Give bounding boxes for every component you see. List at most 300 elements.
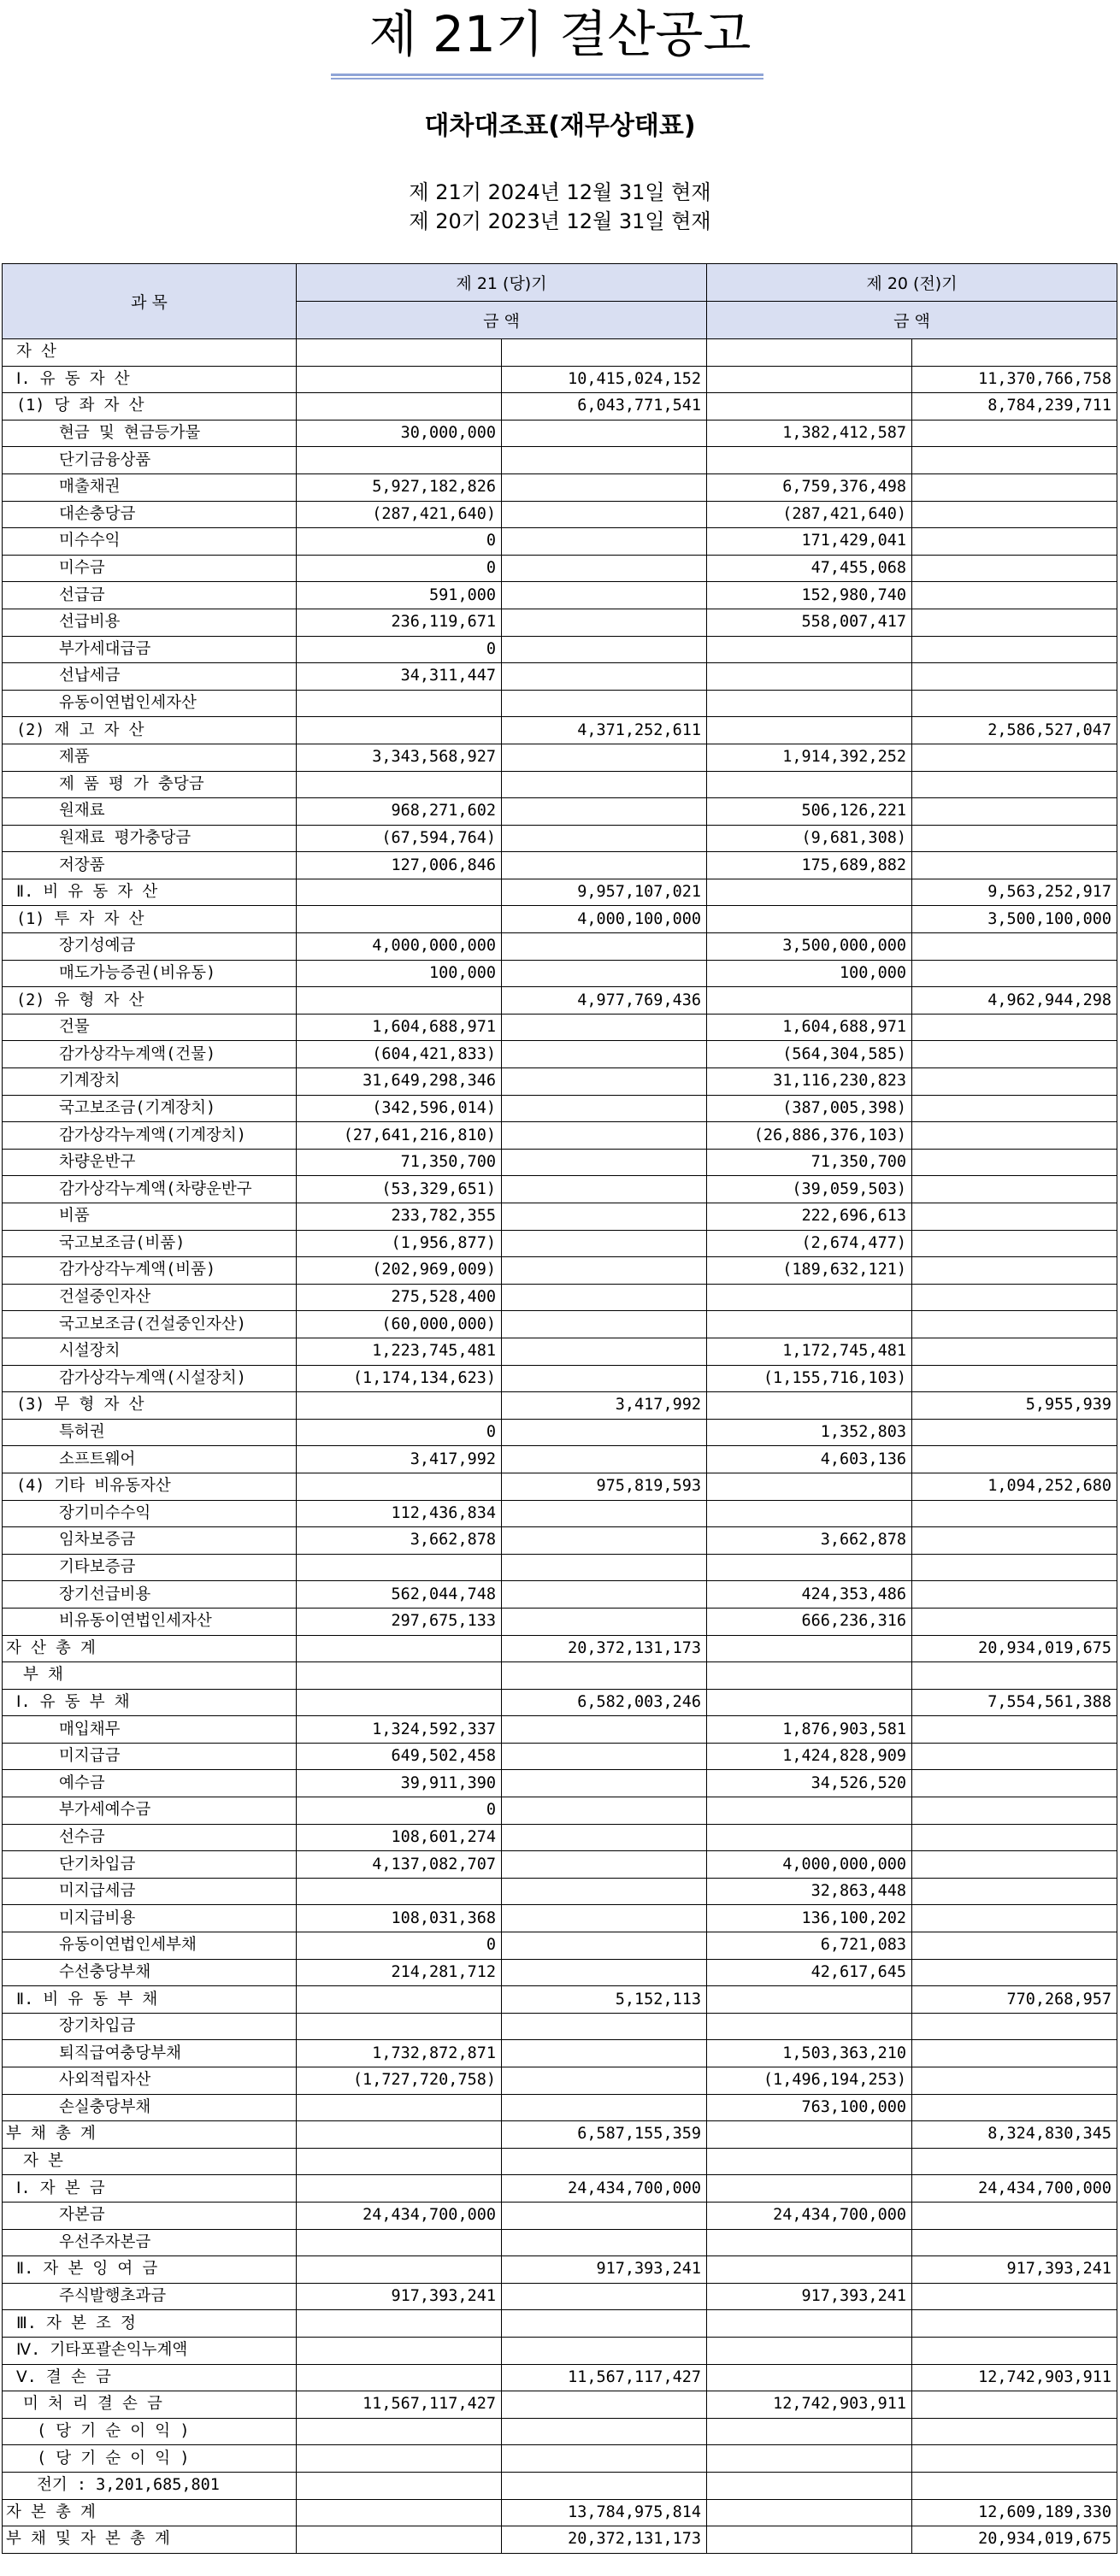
current-subtotal-amount [502, 1743, 707, 1770]
current-subtotal-amount [502, 1149, 707, 1176]
current-subtotal-amount [502, 2148, 707, 2175]
account-label: 장기성예금 [3, 933, 297, 961]
table-row [3, 1149, 1117, 1176]
account-label: 우선주자본금 [3, 2229, 297, 2256]
current-detail-amount: 108,601,274 [297, 1824, 502, 1851]
current-detail-amount [297, 771, 502, 798]
current-subtotal-amount [502, 663, 707, 691]
current-detail-amount [297, 2526, 502, 2554]
table-row [3, 1365, 1117, 1392]
current-detail-amount [297, 1473, 502, 1500]
current-detail-amount: 5,927,182,826 [297, 473, 502, 501]
previous-subtotal-amount [912, 1203, 1117, 1231]
current-subtotal-amount [502, 1041, 707, 1068]
previous-subtotal-amount: 5,955,939 [912, 1392, 1117, 1420]
current-subtotal-amount [502, 1311, 707, 1338]
current-detail-amount: 1,604,688,971 [297, 1014, 502, 1041]
previous-subtotal-amount [912, 420, 1117, 447]
table-row [3, 1716, 1117, 1744]
table-row [3, 1851, 1117, 1879]
current-detail-amount [297, 2256, 502, 2284]
current-subtotal-amount [502, 2040, 707, 2067]
account-label: 시설장치 [3, 1338, 297, 1365]
current-detail-amount: (202,969,009) [297, 1257, 502, 1285]
table-row [3, 447, 1117, 474]
current-subtotal-amount [502, 2337, 707, 2364]
current-detail-amount: 562,044,748 [297, 1581, 502, 1609]
table-row [3, 1176, 1117, 1203]
table-row [3, 771, 1117, 798]
current-detail-amount: (67,594,764) [297, 825, 502, 852]
table-row [3, 420, 1117, 447]
current-subtotal-amount: 20,372,131,173 [502, 1635, 707, 1662]
table-row [3, 2526, 1117, 2554]
account-label: (2) 유 형 자 산 [3, 987, 297, 1015]
account-label: 자본금 [3, 2202, 297, 2229]
account-label: 주식발행초과금 [3, 2283, 297, 2310]
current-detail-amount: (1,727,720,758) [297, 2067, 502, 2095]
previous-subtotal-amount [912, 1095, 1117, 1122]
current-subtotal-amount [502, 473, 707, 501]
previous-detail-amount: 71,350,700 [707, 1149, 912, 1176]
current-subtotal-amount [502, 2472, 707, 2499]
header-account: 과 목 [3, 264, 297, 339]
current-subtotal-amount [502, 339, 707, 367]
table-row [3, 825, 1117, 852]
previous-subtotal-amount [912, 1230, 1117, 1257]
previous-detail-amount: (26,886,376,103) [707, 1122, 912, 1150]
account-label: 감가상각누계액(기계장치) [3, 1122, 297, 1150]
table-row [3, 2364, 1117, 2391]
account-label: 감가상각누계액(비품) [3, 1257, 297, 1285]
current-detail-amount [297, 1662, 502, 1690]
previous-detail-amount [707, 663, 912, 691]
previous-subtotal-amount [912, 582, 1117, 609]
previous-subtotal-amount [912, 501, 1117, 528]
table-row [3, 717, 1117, 744]
previous-detail-amount [707, 2499, 912, 2526]
account-label: 선급비용 [3, 609, 297, 636]
account-label: Ⅱ. 자 본 잉 여 금 [3, 2256, 297, 2284]
current-subtotal-amount [502, 1527, 707, 1555]
previous-subtotal-amount [912, 1770, 1117, 1797]
table-row [3, 366, 1117, 393]
previous-detail-amount [707, 2121, 912, 2149]
previous-subtotal-amount [912, 2445, 1117, 2473]
table-row [3, 2391, 1117, 2419]
account-label: 미지급비용 [3, 1905, 297, 1932]
current-subtotal-amount [502, 1419, 707, 1446]
account-label: ( 당 기 순 이 익 ) [3, 2418, 297, 2445]
current-subtotal-amount [502, 1851, 707, 1879]
previous-subtotal-amount [912, 1284, 1117, 1311]
previous-detail-amount: 6,721,083 [707, 1932, 912, 1960]
account-label: 단기금융상품 [3, 447, 297, 474]
previous-detail-amount [707, 1824, 912, 1851]
previous-detail-amount: 763,100,000 [707, 2094, 912, 2121]
current-subtotal-amount [502, 1230, 707, 1257]
current-detail-amount: 34,311,447 [297, 663, 502, 691]
current-detail-amount: 0 [297, 528, 502, 556]
current-subtotal-amount [502, 609, 707, 636]
account-label: 부 채 및 자 본 총 계 [3, 2526, 297, 2554]
table-row [3, 960, 1117, 987]
previous-detail-amount [707, 987, 912, 1015]
previous-subtotal-amount [912, 1797, 1117, 1825]
previous-subtotal-amount [912, 1365, 1117, 1392]
previous-detail-amount [707, 1635, 912, 1662]
current-subtotal-amount: 975,819,593 [502, 1473, 707, 1500]
current-subtotal-amount [502, 1095, 707, 1122]
previous-detail-amount: 1,424,828,909 [707, 1743, 912, 1770]
current-subtotal-amount [502, 420, 707, 447]
document-title: 제 21기 결산공고 [368, 5, 752, 63]
account-label: 장기차입금 [3, 2013, 297, 2040]
current-detail-amount: 4,137,082,707 [297, 1851, 502, 1879]
table-row [3, 1392, 1117, 1420]
previous-subtotal-amount [912, 1257, 1117, 1285]
account-label: 현금 및 현금등가물 [3, 420, 297, 447]
current-subtotal-amount: 4,371,252,611 [502, 717, 707, 744]
current-detail-amount [297, 2499, 502, 2526]
previous-detail-amount [707, 2526, 912, 2554]
previous-subtotal-amount [912, 1446, 1117, 1473]
current-detail-amount: (342,596,014) [297, 1095, 502, 1122]
table-row [3, 1554, 1117, 1581]
current-detail-amount: (1,956,877) [297, 1230, 502, 1257]
current-subtotal-amount [502, 1338, 707, 1365]
account-label: 손실충당부채 [3, 2094, 297, 2121]
previous-detail-amount: (9,681,308) [707, 825, 912, 852]
account-label: Ⅳ. 기타포괄손익누계액 [3, 2337, 297, 2364]
table-row [3, 987, 1117, 1015]
table-row [3, 1122, 1117, 1150]
table-row [3, 2067, 1117, 2095]
previous-detail-amount: 506,126,221 [707, 798, 912, 826]
current-subtotal-amount [502, 2418, 707, 2445]
current-subtotal-amount [502, 447, 707, 474]
current-subtotal-amount [502, 1068, 707, 1096]
account-label: 장기미수수익 [3, 1500, 297, 1527]
table-row [3, 1500, 1117, 1527]
previous-detail-amount: 100,000 [707, 960, 912, 987]
previous-detail-amount: 4,000,000,000 [707, 1851, 912, 1879]
current-detail-amount [297, 987, 502, 1015]
previous-subtotal-amount [912, 933, 1117, 961]
account-label: Ⅱ. 비 유 동 부 채 [3, 1986, 297, 2014]
previous-detail-amount: 152,980,740 [707, 582, 912, 609]
account-label: 자 본 총 계 [3, 2499, 297, 2526]
balance-sheet-body [3, 339, 1117, 2554]
previous-subtotal-amount [912, 825, 1117, 852]
current-detail-amount: 917,393,241 [297, 2283, 502, 2310]
current-detail-amount: 1,223,745,481 [297, 1338, 502, 1365]
account-label: 전기 : 3,201,685,801 [3, 2472, 297, 2499]
previous-subtotal-amount: 917,393,241 [912, 2256, 1117, 2284]
previous-subtotal-amount: 8,324,830,345 [912, 2121, 1117, 2149]
account-label: 선납세금 [3, 663, 297, 691]
previous-detail-amount: 1,352,803 [707, 1419, 912, 1446]
current-detail-amount: 3,662,878 [297, 1527, 502, 1555]
previous-detail-amount: 171,429,041 [707, 528, 912, 556]
account-label: 차량운반구 [3, 1149, 297, 1176]
table-row [3, 1689, 1117, 1716]
current-detail-amount [297, 2472, 502, 2499]
current-detail-amount: 71,350,700 [297, 1149, 502, 1176]
previous-subtotal-amount [912, 2094, 1117, 2121]
table-row [3, 1932, 1117, 1960]
previous-subtotal-amount [912, 2202, 1117, 2229]
previous-detail-amount: (1,496,194,253) [707, 2067, 912, 2095]
current-detail-amount: 1,324,592,337 [297, 1716, 502, 1744]
current-subtotal-amount [502, 744, 707, 771]
current-subtotal-amount [502, 1014, 707, 1041]
previous-subtotal-amount [912, 1041, 1117, 1068]
current-detail-amount [297, 2310, 502, 2338]
account-label: 매입채무 [3, 1716, 297, 1744]
account-label: 미수수익 [3, 528, 297, 556]
current-subtotal-amount [502, 852, 707, 879]
header-amount-previous: 금 액 [707, 302, 1117, 339]
current-detail-amount: 297,675,133 [297, 1608, 502, 1635]
table-row [3, 2499, 1117, 2526]
previous-subtotal-amount [912, 960, 1117, 987]
previous-detail-amount [707, 366, 912, 393]
current-detail-amount: (27,641,216,810) [297, 1122, 502, 1150]
account-label: 자 본 [3, 2148, 297, 2175]
previous-detail-amount [707, 1689, 912, 1716]
account-label: 임차보증금 [3, 1527, 297, 1555]
previous-detail-amount: 32,863,448 [707, 1878, 912, 1905]
table-row [3, 1230, 1117, 1257]
current-detail-amount [297, 690, 502, 717]
previous-detail-amount: (564,304,585) [707, 1041, 912, 1068]
table-row [3, 879, 1117, 906]
current-detail-amount: (1,174,134,623) [297, 1365, 502, 1392]
current-subtotal-amount [502, 2391, 707, 2419]
previous-subtotal-amount [912, 1014, 1117, 1041]
previous-detail-amount [707, 2337, 912, 2364]
previous-detail-amount [707, 2310, 912, 2338]
account-label: 매도가능증권(비유동) [3, 960, 297, 987]
table-row [3, 1203, 1117, 1231]
table-row [3, 744, 1117, 771]
table-row [3, 933, 1117, 961]
previous-subtotal-amount [912, 1527, 1117, 1555]
account-label: 퇴직급여충당부채 [3, 2040, 297, 2067]
previous-subtotal-amount: 20,934,019,675 [912, 1635, 1117, 1662]
current-subtotal-amount [502, 1770, 707, 1797]
table-row [3, 1581, 1117, 1609]
title-underline [331, 74, 763, 80]
account-label: (1) 투 자 자 산 [3, 906, 297, 933]
previous-detail-amount: 917,393,241 [707, 2283, 912, 2310]
current-detail-amount [297, 1392, 502, 1420]
table-row [3, 1959, 1117, 1986]
current-subtotal-amount [502, 555, 707, 582]
current-subtotal-amount [502, 1446, 707, 1473]
account-label: 건설중인자산 [3, 1284, 297, 1311]
current-subtotal-amount [502, 582, 707, 609]
previous-detail-amount [707, 393, 912, 421]
current-detail-amount: 100,000 [297, 960, 502, 987]
current-detail-amount [297, 2418, 502, 2445]
current-subtotal-amount: 6,043,771,541 [502, 393, 707, 421]
current-detail-amount: 591,000 [297, 582, 502, 609]
account-label: 감가상각누계액(건물) [3, 1041, 297, 1068]
current-detail-amount [297, 447, 502, 474]
table-row [3, 1014, 1117, 1041]
previous-subtotal-amount [912, 339, 1117, 367]
current-detail-amount [297, 2337, 502, 2364]
previous-detail-amount: (39,059,503) [707, 1176, 912, 1203]
current-subtotal-amount [502, 771, 707, 798]
previous-subtotal-amount [912, 2418, 1117, 2445]
current-detail-amount [297, 2013, 502, 2040]
document-subtitle: 대차대조표(재무상태표) [424, 111, 696, 141]
current-subtotal-amount: 917,393,241 [502, 2256, 707, 2284]
current-detail-amount [297, 1878, 502, 1905]
current-subtotal-amount [502, 798, 707, 826]
previous-detail-amount: 175,689,882 [707, 852, 912, 879]
current-subtotal-amount: 4,977,769,436 [502, 987, 707, 1015]
previous-detail-amount [707, 690, 912, 717]
current-subtotal-amount: 9,957,107,021 [502, 879, 707, 906]
current-detail-amount [297, 393, 502, 421]
current-subtotal-amount: 24,434,700,000 [502, 2175, 707, 2203]
current-subtotal-amount [502, 2013, 707, 2040]
account-label: 특허권 [3, 1419, 297, 1446]
previous-detail-amount [707, 2175, 912, 2203]
current-subtotal-amount [502, 1716, 707, 1744]
current-subtotal-amount [502, 1365, 707, 1392]
account-label: 대손충당금 [3, 501, 297, 528]
current-subtotal-amount [502, 2202, 707, 2229]
current-detail-amount [297, 2175, 502, 2203]
current-subtotal-amount [502, 1500, 707, 1527]
previous-detail-amount [707, 1473, 912, 1500]
previous-detail-amount [707, 1662, 912, 1690]
account-label: 원재료 평가충당금 [3, 825, 297, 852]
current-detail-amount [297, 366, 502, 393]
current-detail-amount: 649,502,458 [297, 1743, 502, 1770]
header-previous-period: 제 20 (전)기 [707, 264, 1117, 302]
current-detail-amount [297, 339, 502, 367]
current-subtotal-amount [502, 2283, 707, 2310]
table-row [3, 1635, 1117, 1662]
table-row [3, 1986, 1117, 2014]
previous-subtotal-amount: 9,563,252,917 [912, 879, 1117, 906]
current-subtotal-amount: 20,372,131,173 [502, 2526, 707, 2554]
current-subtotal-amount: 6,582,003,246 [502, 1689, 707, 1716]
previous-subtotal-amount [912, 447, 1117, 474]
account-label: 국고보조금(기계장치) [3, 1095, 297, 1122]
previous-detail-amount [707, 717, 912, 744]
previous-subtotal-amount: 770,268,957 [912, 1986, 1117, 2014]
previous-detail-amount [707, 1392, 912, 1420]
current-subtotal-amount [502, 1824, 707, 1851]
current-subtotal-amount [502, 1905, 707, 1932]
current-detail-amount: 0 [297, 1797, 502, 1825]
account-label: Ⅱ. 비 유 동 자 산 [3, 879, 297, 906]
previous-subtotal-amount [912, 1608, 1117, 1635]
previous-detail-amount: 666,236,316 [707, 1608, 912, 1635]
table-row [3, 852, 1117, 879]
current-subtotal-amount: 10,415,024,152 [502, 366, 707, 393]
table-row [3, 2013, 1117, 2040]
previous-detail-amount: 1,503,363,210 [707, 2040, 912, 2067]
previous-detail-amount: 12,742,903,911 [707, 2391, 912, 2419]
previous-detail-amount [707, 879, 912, 906]
previous-detail-amount: (189,632,121) [707, 1257, 912, 1285]
previous-subtotal-amount [912, 690, 1117, 717]
previous-detail-amount [707, 339, 912, 367]
account-label: 저장품 [3, 852, 297, 879]
table-row [3, 609, 1117, 636]
account-label: 감가상각누계액(시설장치) [3, 1365, 297, 1392]
previous-subtotal-amount [912, 2040, 1117, 2067]
account-label: 매출채권 [3, 473, 297, 501]
previous-subtotal-amount [912, 473, 1117, 501]
previous-detail-amount: 34,526,520 [707, 1770, 912, 1797]
current-subtotal-amount [502, 2094, 707, 2121]
table-row [3, 690, 1117, 717]
previous-detail-amount: 3,662,878 [707, 1527, 912, 1555]
previous-subtotal-amount [912, 1311, 1117, 1338]
current-detail-amount: 3,417,992 [297, 1446, 502, 1473]
table-row [3, 1257, 1117, 1285]
previous-detail-amount: 6,759,376,498 [707, 473, 912, 501]
previous-subtotal-amount [912, 2337, 1117, 2364]
current-subtotal-amount [502, 1554, 707, 1581]
account-label: 제 품 평 가 충당금 [3, 771, 297, 798]
account-label: 장기선급비용 [3, 1581, 297, 1609]
account-label: Ⅰ. 유 동 부 채 [3, 1689, 297, 1716]
current-detail-amount [297, 1689, 502, 1716]
previous-subtotal-amount [912, 2310, 1117, 2338]
previous-detail-amount: 424,353,486 [707, 1581, 912, 1609]
current-subtotal-amount [502, 825, 707, 852]
table-row [3, 1311, 1117, 1338]
current-detail-amount [297, 1986, 502, 2014]
previous-detail-amount [707, 1797, 912, 1825]
previous-detail-amount [707, 1986, 912, 2014]
table-row [3, 2310, 1117, 2338]
table-row [3, 528, 1117, 556]
current-detail-amount: 0 [297, 636, 502, 663]
previous-subtotal-amount [912, 744, 1117, 771]
previous-detail-amount: 1,876,903,581 [707, 1716, 912, 1744]
table-row [3, 2472, 1117, 2499]
previous-subtotal-amount: 20,934,019,675 [912, 2526, 1117, 2554]
previous-subtotal-amount: 11,370,766,758 [912, 366, 1117, 393]
current-subtotal-amount [502, 636, 707, 663]
table-row [3, 1419, 1117, 1446]
previous-subtotal-amount [912, 1338, 1117, 1365]
table-row [3, 473, 1117, 501]
previous-detail-amount: 1,914,392,252 [707, 744, 912, 771]
current-detail-amount: 236,119,671 [297, 609, 502, 636]
current-subtotal-amount [502, 1284, 707, 1311]
previous-subtotal-amount [912, 1419, 1117, 1446]
account-label: 사외적립자산 [3, 2067, 297, 2095]
account-label: ( 당 기 순 이 익 ) [3, 2445, 297, 2473]
current-detail-amount [297, 2121, 502, 2149]
previous-detail-amount [707, 1554, 912, 1581]
previous-subtotal-amount [912, 528, 1117, 556]
account-label: 선급금 [3, 582, 297, 609]
current-subtotal-amount: 4,000,100,000 [502, 906, 707, 933]
